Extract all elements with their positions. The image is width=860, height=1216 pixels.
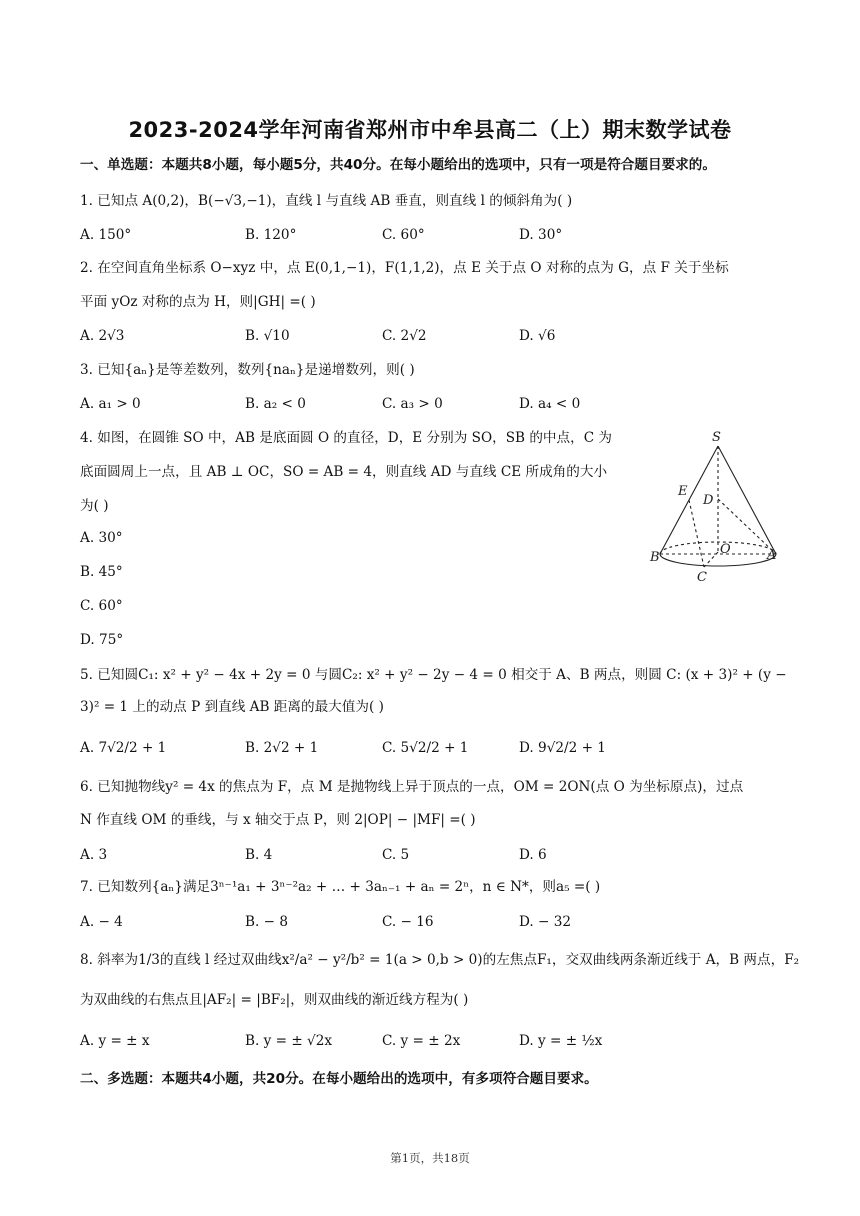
label-e: E [678,484,688,499]
section-heading-single-choice: 一、单选题：本题共8小题，每小题5分，共40分。在每小题给出的选项中，只有一项是符合题目要求的。 [80,157,716,173]
question-1-stem: 1. 已知点 A(0,2)，B(−√3,−1)，直线 l 与直线 AB 垂直，则直线 l 的倾斜角为( ) [80,193,573,209]
question-2-option-c: C. 2√2 [382,328,427,344]
question-1-option-a: A. 150° [80,227,132,243]
label-s: S [712,430,721,445]
question-6-stem-line-2: N 作直线 OM 的垂线，与 x 轴交于点 P，则 2|OP| − |MF| =( ) [80,812,476,828]
question-6-option-a: A. 3 [80,847,108,863]
question-4-stem-line-2: 底面圆周上一点，且 AB ⊥ OC，SO = AB = 4，则直线 AD 与直线 CE 所成角的大小 [80,464,608,480]
label-b: B [650,550,660,565]
question-5-stem-line-2: 3)² = 1 上的动点 P 到直线 AB 距离的最大值为( ) [80,699,384,715]
question-7-option-a: A. − 4 [80,914,123,930]
question-5-option-c: C. 5√2/2 + 1 [382,740,469,756]
question-3-option-d: D. a₄ < 0 [519,396,581,412]
question-7-option-b: B. − 8 [245,914,288,930]
section-heading-multiple-choice: 二、多选题：本题共4小题，共20分。在每小题给出的选项中，有多项符合题目要求。 [80,1071,598,1087]
question-5-option-d: D. 9√2/2 + 1 [519,740,606,756]
question-2-option-d: D. √6 [519,328,556,344]
page-footer: 第1页，共18页 [390,1151,470,1165]
question-2-stem-line-2: 平面 yOz 对称的点为 H，则|GH| =( ) [80,294,316,310]
question-1-option-b: B. 120° [245,227,297,243]
question-1-option-d: D. 30° [519,227,563,243]
question-6-stem-line-1: 6. 已知抛物线y² = 4x 的焦点为 F，点 M 是抛物线上异于顶点的一点，OM = 2ON(点 O 为坐标原点)，过点 [80,779,744,795]
page-title: 2023-2024学年河南省郑州市中牟县高二（上）期末数学试卷 [128,118,732,142]
segment-ce [689,500,704,567]
question-3-option-a: A. a₁ > 0 [80,396,141,412]
question-8-option-a: A. y = ± x [80,1033,150,1049]
question-5-option-a: A. 7√2/2 + 1 [80,740,167,756]
cone-side-sa [718,446,776,554]
question-7-option-c: C. − 16 [382,914,434,930]
question-8-stem-line-2: 为双曲线的右焦点且|AF₂| = |BF₂|，则双曲线的渐近线方程为( ) [80,992,469,1008]
question-2-option-b: B. √10 [245,328,290,344]
question-4-stem-line-3: 为( ) [80,498,109,514]
cone-base-front-arc [660,554,776,566]
question-4-stem-line-1: 4. 如图，在圆锥 SO 中，AB 是底面圆 O 的直径，D，E 分别为 SO，SB 的中点，C 为 [80,430,613,446]
question-2-stem-line-1: 2. 在空间直角坐标系 O−xyz 中，点 E(0,1,−1)，F(1,1,2)，点 E 关于点 O 对称的点为 G，点 F 关于坐标 [80,260,729,276]
question-7-option-d: D. − 32 [519,914,572,930]
question-4-option-b: B. 45° [80,564,123,580]
label-d: D [703,493,714,508]
question-5-stem-line-1: 5. 已知圆C₁: x² + y² − 4x + 2y = 0 与圆C₂: x² + y² − 2y − 4 = 0 相交于 A、B 两点，则圆 C: (x + 3)² + (y − [80,667,787,683]
question-3-stem: 3. 已知{aₙ}是等差数列，数列{naₙ}是递增数列，则( ) [80,362,415,378]
question-8-option-b: B. y = ± √2x [245,1033,333,1049]
label-c: C [697,570,707,585]
label-a: A [767,548,777,563]
question-3-option-c: C. a₃ > 0 [382,396,443,412]
question-7-stem: 7. 已知数列{aₙ}满足3ⁿ⁻¹a₁ + 3ⁿ⁻²a₂ + … + 3aₙ₋₁ + aₙ = 2ⁿ，n ∈ N*，则a₅ =( ) [80,879,601,895]
question-1-option-c: C. 60° [382,227,425,243]
question-6-option-b: B. 4 [245,847,273,863]
question-4-option-c: C. 60° [80,598,123,614]
cone-figure [648,428,788,588]
question-8-stem-line-1: 8. 斜率为1/3的直线 l 经过双曲线x²/a² − y²/b² = 1(a > 0,b > 0)的左焦点F₁，交双曲线两条渐近线于 A，B 两点，F₂ [80,952,800,968]
question-6-option-c: C. 5 [382,847,410,863]
question-3-option-b: B. a₂ < 0 [245,396,306,412]
question-8-option-d: D. y = ± ½x [519,1033,603,1049]
question-6-option-d: D. 6 [519,847,547,863]
question-5-option-b: B. 2√2 + 1 [245,740,319,756]
question-4-option-a: A. 30° [80,530,123,546]
question-8-option-c: C. y = ± 2x [382,1033,461,1049]
question-4-option-d: D. 75° [80,632,124,648]
question-2-option-a: A. 2√3 [80,328,125,344]
label-o: O [720,542,731,557]
